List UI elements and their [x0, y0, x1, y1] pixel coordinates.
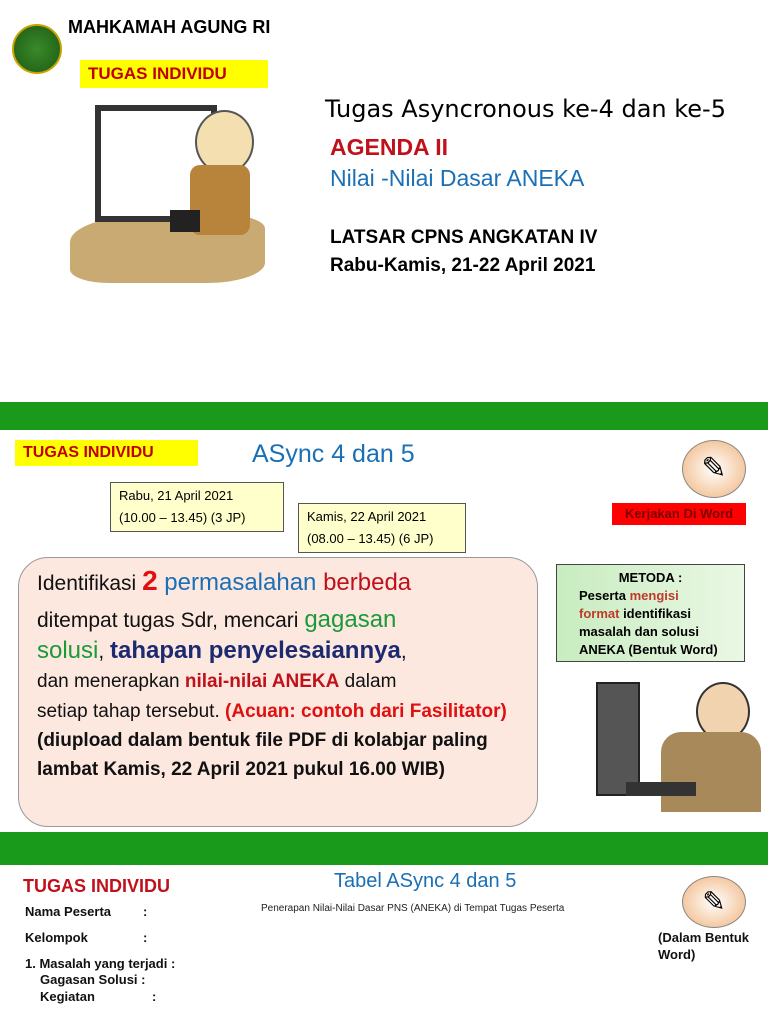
- slide-divider: [0, 402, 768, 430]
- computer-user-illustration: [556, 672, 768, 822]
- day2-time: (08.00 – 13.45) (6 JP): [307, 531, 434, 546]
- agenda-subtitle: Nilai -Nilai Dasar ANEKA: [330, 165, 585, 191]
- method-box: [556, 564, 745, 662]
- text: Identifikasi: [37, 572, 143, 595]
- text: 2: [142, 565, 158, 596]
- day1-time: (10.00 – 13.45) (3 JP): [119, 510, 246, 525]
- format-note: (Dalam Bentuk Word): [658, 930, 750, 962]
- text: dan menerapkan: [37, 671, 185, 692]
- text: ANEKA (Bentuk Word): [579, 642, 718, 657]
- text: tahapan penyelesaiannya: [110, 637, 401, 664]
- text: (diupload dalam bentuk file PDF di kolabjar paling lambat Kamis, 22 April 2021 pukul 16.00 WIB): [37, 730, 488, 780]
- org-name: MAHKAMAH AGUNG RI: [68, 17, 271, 37]
- notepad-icon: ✎: [682, 876, 746, 928]
- field-sep: :: [143, 904, 148, 919]
- text: (Acuan: contoh dari Fasilitator): [225, 701, 507, 722]
- text: nilai-nilai ANEKA: [184, 671, 340, 692]
- text: masalah dan solusi: [579, 624, 699, 639]
- text: format: [579, 606, 620, 621]
- text: setiap tahap tersebut.: [37, 701, 226, 722]
- field-gagasan: Gagasan Solusi :: [40, 972, 146, 987]
- day1-date: Rabu, 21 April 2021: [119, 488, 234, 503]
- task-heading: TUGAS INDIVIDU: [23, 876, 171, 896]
- field-kelompok: [25, 930, 148, 945]
- field-masalah: 1. Masalah yang terjadi :: [25, 956, 176, 971]
- text: identifikasi: [619, 606, 691, 621]
- instructions-box: [18, 557, 538, 827]
- field-kegiatan: [40, 989, 157, 1004]
- text: solusi: [37, 637, 99, 664]
- field-label: Nama Peserta: [25, 904, 111, 919]
- text: dalam: [339, 671, 397, 692]
- text: Peserta: [579, 588, 630, 603]
- field-label: Kegiatan: [40, 989, 95, 1004]
- field-sep: :: [143, 930, 148, 945]
- text: berbeda: [316, 569, 412, 596]
- text: gagasan: [304, 606, 397, 633]
- date-box-day1: [110, 482, 284, 532]
- slide-title: ASync 4 dan 5: [252, 440, 415, 468]
- table-subtitle: Penerapan Nilai-Nilai Dasar PNS (ANEKA) di Tempat Tugas Peserta: [261, 903, 565, 914]
- slide-title: Tabel ASync 4 dan 5: [334, 870, 517, 892]
- text: ,: [400, 640, 407, 663]
- text: ditempat tugas Sdr, mencari: [37, 609, 305, 632]
- event-date: Rabu-Kamis, 21-22 April 2021: [330, 255, 596, 276]
- teacher-illustration: [70, 95, 265, 285]
- word-label: Kerjakan Di Word: [612, 503, 746, 525]
- task-badge: TUGAS INDIVIDU: [80, 60, 268, 88]
- text: ,: [98, 640, 111, 663]
- method-title: METODA :: [618, 570, 683, 585]
- slide-title: Tugas Asyncronous ke-4 dan ke-5: [325, 95, 726, 123]
- agenda-label: AGENDA II: [330, 134, 448, 160]
- notepad-icon: ✎: [682, 440, 746, 498]
- mahkamah-agung-logo: [12, 24, 62, 74]
- text: mengisi: [629, 588, 679, 603]
- event-name: LATSAR CPNS ANGKATAN IV: [330, 227, 598, 248]
- field-label: Kelompok: [25, 930, 88, 945]
- text: permasalahan: [157, 569, 317, 596]
- task-badge: TUGAS INDIVIDU: [15, 440, 198, 466]
- field-nama: [25, 904, 148, 919]
- slide-divider: [0, 832, 768, 865]
- day2-date: Kamis, 22 April 2021: [307, 509, 427, 524]
- date-box-day2: [298, 503, 466, 553]
- field-sep: :: [152, 989, 157, 1004]
